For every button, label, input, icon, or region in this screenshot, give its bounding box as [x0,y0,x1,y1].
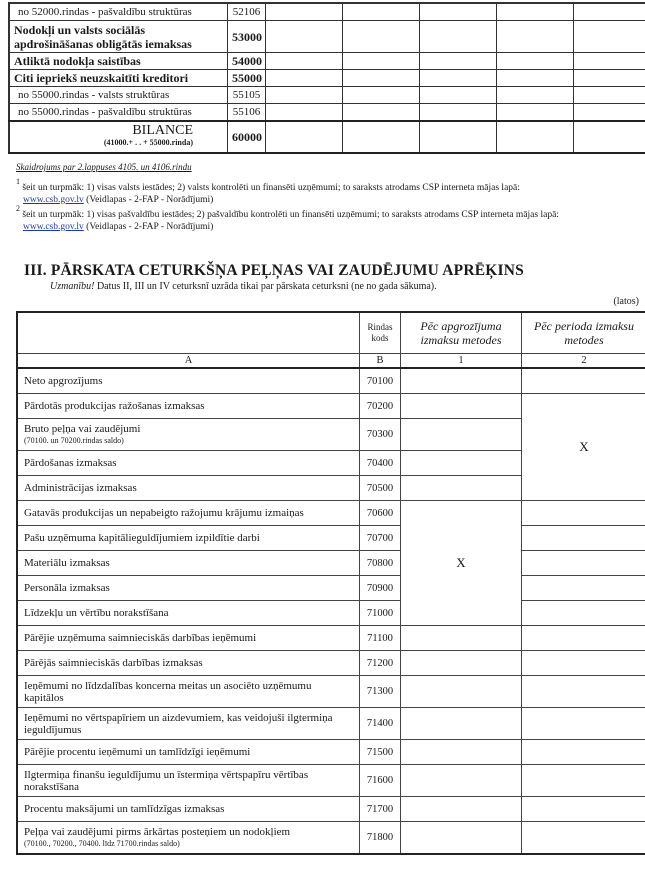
row-code: 70800 [360,551,401,576]
table-row [17,601,645,626]
input-cell[interactable] [401,394,522,419]
input-cell[interactable] [401,651,522,676]
input-cell[interactable] [574,3,645,21]
input-cell[interactable] [266,21,343,53]
row-code: 70200 [360,394,401,419]
row-code: 71800 [360,822,401,855]
row-code: 70500 [360,476,401,501]
input-cell[interactable] [401,740,522,765]
table-row [17,626,645,651]
header-row [17,312,645,354]
input-cell[interactable] [574,121,645,153]
header-code: Rindas kods [360,312,401,354]
input-cell[interactable] [497,53,574,70]
input-cell[interactable] [343,3,420,21]
input-cell[interactable] [343,53,420,70]
row-label: Pārējie uzņēmuma saimnieciskās darbības ieņēmumi [17,626,360,651]
input-cell[interactable] [574,53,645,70]
footnote-title: Skaidrojums par 2.lappuses 4105. un 4106.rindu [16,162,192,172]
row-label: Līdzekļu un vērtību norakstīšana [17,601,360,626]
table-row [17,797,645,822]
input-cell[interactable] [401,451,522,476]
row-code: 71600 [360,765,401,797]
row-code: 71500 [360,740,401,765]
row-label: Ieņēmumi no vērtspapīriem un aizdevumiem, kas veidojuši ilgtermiņa ieguldījumus [17,708,360,740]
footnote-1 [16,178,520,206]
row-code: 54000 [228,53,266,70]
x-mark: X [579,439,589,454]
row-label: Pašu uzņēmuma kapitālieguldījumiem izpildītie darbi [17,526,360,551]
table-row [9,104,645,122]
input-cell[interactable] [343,104,420,122]
row-code: 55000 [228,70,266,87]
row-label: Procentu maksājumi un tamlīdzīgas izmaksas [17,797,360,822]
csb-link[interactable]: www.csb.gov.lv [23,195,84,206]
row-label: Ilgtermiņa finanšu ieguldījumu un īstermiņa vērtspapīru vērtības norakstīšana [17,765,360,797]
row-label: Administrācijas izmaksas [17,476,360,501]
table-row [17,708,645,740]
input-cell[interactable] [266,104,343,122]
input-cell[interactable] [266,87,343,104]
row-code: 71400 [360,708,401,740]
row-label: no 52000.rindas - pašvaldību struktūras [9,3,228,21]
input-cell[interactable] [266,121,343,153]
table-row [17,368,645,394]
row-label-cell [17,822,360,855]
row-label: Peļņa vai zaudējumi pirms ārkārtas posteņiem un nodokļiem [24,825,291,838]
table-row [9,3,645,21]
note-text: Datus II, III un IV ceturksnī uzrāda tikai par pārskata ceturksni (ne no gada sākuma). [94,281,437,292]
input-cell[interactable] [574,21,645,53]
input-cell[interactable] [522,526,645,551]
bilance-label: BILANCE [132,123,193,138]
row-code: 70700 [360,526,401,551]
note-emphasis: Uzmanību! [50,281,95,292]
input-cell[interactable] [522,797,645,822]
row-code: 52106 [228,3,266,21]
input-cell[interactable] [401,368,522,394]
input-cell[interactable] [420,87,497,104]
footnote-link-suffix: (Veidlapas - 2-FAP - Norādījumi) [86,222,214,233]
bilance-sublabel: (41000.+ . . + 55000.rinda) [103,138,193,147]
input-cell[interactable] [522,740,645,765]
input-cell[interactable] [522,601,645,626]
footnote-text: šeit un turpmāk: 1) visas pašvaldību iestādes; 2) pašvaldību kontrolēti un finansēti uzņēmumi; to saraksts atrodams CSP interneta mājas lapā: [22,210,559,221]
row-code: 70400 [360,451,401,476]
row-code: 70900 [360,576,401,601]
input-cell[interactable] [420,104,497,122]
row-label: Pārējās saimnieciskās darbības izmaksas [17,651,360,676]
section-note [50,281,437,292]
bilance-row [9,121,645,153]
balance-table [8,2,645,154]
table-row [17,551,645,576]
row-label: Pārējie procentu ieņēmumi un tamlīdzīgi ieņēmumi [17,740,360,765]
row-label: Ieņēmumi no līdzdalības koncerna meitas un asociēto uzņēmumu kapitālos [17,676,360,708]
row-code: 70600 [360,501,401,526]
row-code: 70300 [360,419,401,451]
footnote-number: 1 [16,177,20,186]
table-row [9,87,645,104]
input-cell[interactable] [343,70,420,87]
row-code: 55106 [228,104,266,122]
footnote-text: šeit un turpmāk: 1) visas valsts iestādes; 2) valsts kontrolēti un finansēti uzņēmumi; to saraksts atrodams CSP interneta mājas lapā: [22,183,520,194]
input-cell[interactable] [266,53,343,70]
table-row [17,740,645,765]
header-col2: Pēc perioda izmaksu metodes [522,312,645,354]
table-row [17,576,645,601]
x-mark: X [456,555,466,570]
row-label: Nodokļi un valsts sociālās apdrošināšanas obligātās iemaksas [9,21,228,53]
input-cell[interactable] [522,765,645,797]
input-cell[interactable] [574,104,645,122]
table-row [17,765,645,797]
input-cell[interactable] [522,626,645,651]
disabled-cell [522,394,645,501]
input-cell[interactable] [522,651,645,676]
input-cell[interactable] [401,765,522,797]
input-cell[interactable] [522,368,645,394]
row-code: 71300 [360,676,401,708]
footnote-link-suffix: (Veidlapas - 2-FAP - Norādījumi) [86,195,214,206]
table-row [17,676,645,708]
input-cell[interactable] [420,70,497,87]
currency-unit: (latos) [613,296,639,307]
table-row [17,501,645,526]
input-cell[interactable] [497,21,574,53]
disabled-cell [401,501,522,626]
input-cell[interactable] [420,53,497,70]
col-letter-a: A [17,354,360,369]
row-label: Bruto peļņa vai zaudējumi [24,422,141,435]
table-row [17,394,645,419]
row-sublabel: (70100., 70200., 70400. līdz 71700.rindas saldo) [24,838,180,848]
input-cell[interactable] [497,87,574,104]
input-cell[interactable] [497,70,574,87]
row-label: Materiālu izmaksas [17,551,360,576]
input-cell[interactable] [420,21,497,53]
input-cell[interactable] [401,708,522,740]
table-row [17,526,645,551]
table-row [17,822,645,855]
col-letter-b: B [360,354,401,369]
row-code: 70100 [360,368,401,394]
csb-link[interactable]: www.csb.gov.lv [23,222,84,233]
input-cell[interactable] [401,419,522,451]
input-cell[interactable] [522,551,645,576]
input-cell[interactable] [343,21,420,53]
profit-loss-table [16,311,645,855]
row-code: 53000 [228,21,266,53]
row-label: no 55000.rindas - pašvaldību struktūras [9,104,228,122]
input-cell[interactable] [266,70,343,87]
header-col1: Pēc apgrozījuma izmaksu metodes [401,312,522,354]
row-code: 71700 [360,797,401,822]
header-label [17,312,360,354]
row-label: Pārdošanas izmaksas [17,451,360,476]
row-code: 71100 [360,626,401,651]
input-cell[interactable] [574,87,645,104]
bilance-label-cell [9,121,228,153]
input-cell[interactable] [401,676,522,708]
col-letter-1: 1 [401,354,522,369]
row-label: Citi iepriekš neuzskaitīti kreditori [9,70,228,87]
input-cell[interactable] [522,708,645,740]
input-cell[interactable] [522,501,645,526]
input-cell[interactable] [497,3,574,21]
input-cell[interactable] [522,576,645,601]
bilance-code: 60000 [228,121,266,153]
row-label: Atliktā nodokļa saistības [9,53,228,70]
row-label: no 55000.rindas - valsts struktūras [9,87,228,104]
input-cell[interactable] [401,626,522,651]
input-cell[interactable] [497,121,574,153]
input-cell[interactable] [522,822,645,855]
table-row [9,21,645,53]
column-letter-row [17,354,645,369]
input-cell[interactable] [420,3,497,21]
row-sublabel: (70100. un 70200.rindas saldo) [24,435,124,445]
input-cell[interactable] [266,3,343,21]
input-cell[interactable] [497,104,574,122]
row-code: 55105 [228,87,266,104]
input-cell[interactable] [420,121,497,153]
row-label: Gatavās produkcijas un nepabeigto ražojumu krājumu izmaiņas [17,501,360,526]
input-cell[interactable] [401,822,522,855]
row-code: 71000 [360,601,401,626]
input-cell[interactable] [522,676,645,708]
row-label: Pārdotās produkcijas ražošanas izmaksas [17,394,360,419]
col-letter-2: 2 [522,354,645,369]
table-row [9,70,645,87]
table-row [17,651,645,676]
row-label: Neto apgrozījums [17,368,360,394]
row-label: Personāla izmaksas [17,576,360,601]
input-cell[interactable] [401,476,522,501]
input-cell[interactable] [574,70,645,87]
table-row [9,53,645,70]
row-code: 71200 [360,651,401,676]
section-title: III. PĀRSKATA CETURKŠŅA PEĻŅAS VAI ZAUDĒJUMU APRĒĶINS [24,262,524,279]
input-cell[interactable] [343,121,420,153]
row-label-cell [17,419,360,451]
footnote-2 [16,205,559,233]
footnote-number: 2 [16,204,20,213]
input-cell[interactable] [343,87,420,104]
input-cell[interactable] [401,797,522,822]
